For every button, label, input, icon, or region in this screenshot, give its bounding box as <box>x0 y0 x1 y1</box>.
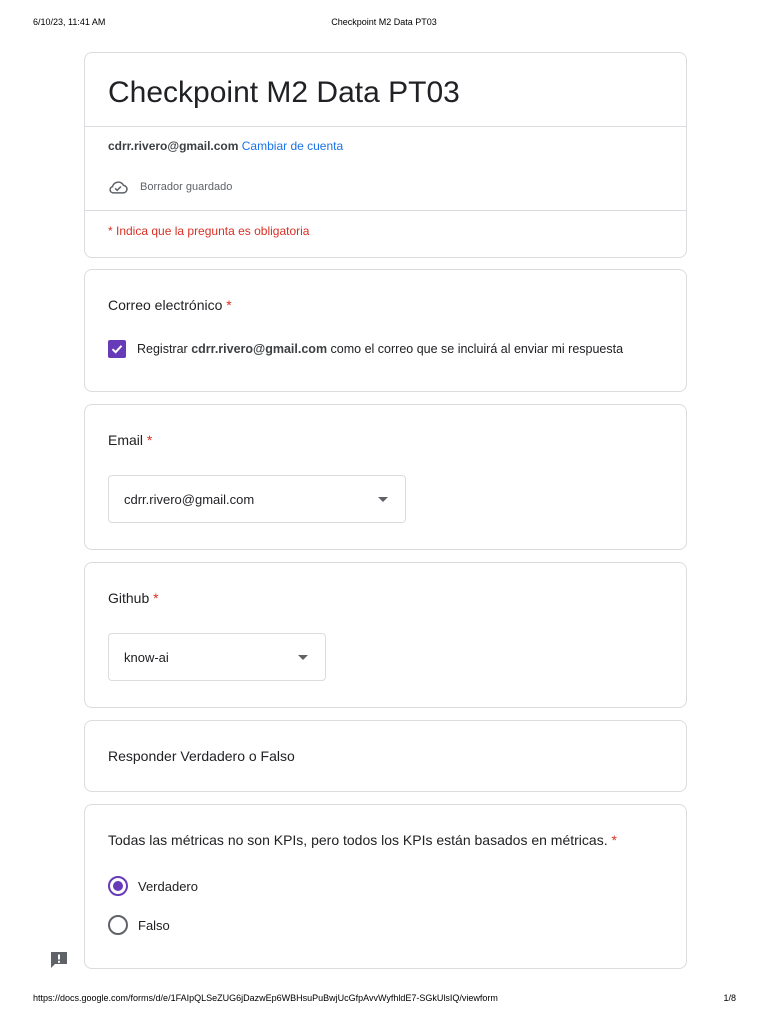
account-email: cdrr.rivero@gmail.com <box>108 139 239 153</box>
print-datetime: 6/10/23, 11:41 AM <box>33 17 106 27</box>
radio-label: Falso <box>138 917 170 933</box>
question-card-kpis <box>84 804 687 969</box>
switch-account-link[interactable]: Cambiar de cuenta <box>241 139 344 153</box>
github-dropdown-value: know-ai <box>124 649 169 665</box>
draft-status <box>108 179 232 195</box>
print-header <box>0 17 768 31</box>
checkbox-label <box>137 342 623 356</box>
kpis-question-title: Todas las métricas no son KPIs, pero todos los KPIs están basados en métricas. <box>108 832 608 848</box>
required-asterisk: * <box>611 832 617 848</box>
cloud-check-icon <box>108 179 128 195</box>
required-asterisk: * <box>146 432 153 448</box>
email-question-title: Email <box>108 432 144 448</box>
print-url: https://docs.google.com/forms/d/e/1FAIpQLSeZUG6jDazwEp6WBHsuPuBwjUcGfpAvvWyfhldE7-SGkUlsIQ/viewform <box>33 993 498 1003</box>
email-collection-card <box>84 269 687 392</box>
report-problem-button[interactable] <box>49 950 69 970</box>
print-page-number: 1/8 <box>723 993 736 1003</box>
required-divider <box>85 210 686 211</box>
checkbox-label-suffix: como el correo que se incluirá al enviar mi respuesta <box>330 342 624 356</box>
question-title <box>108 590 159 606</box>
question-title <box>108 432 152 448</box>
question-card-email <box>84 404 687 550</box>
account-line <box>108 139 343 153</box>
required-asterisk: * <box>226 297 232 313</box>
question-card-github <box>84 562 687 708</box>
email-collection-title: Correo electrónico <box>108 297 223 313</box>
required-note: * Indica que la pregunta es obligatoria <box>108 224 310 238</box>
radio-button[interactable] <box>108 915 128 935</box>
question-title <box>108 832 617 848</box>
form-title: Checkpoint M2 Data PT03 <box>108 76 460 109</box>
email-dropdown[interactable] <box>108 475 406 523</box>
radio-option-falso[interactable] <box>108 915 170 935</box>
section-header-card <box>84 720 687 792</box>
record-email-checkbox[interactable] <box>108 340 126 358</box>
record-email-checkbox-row[interactable] <box>108 340 623 358</box>
radio-button-checked[interactable] <box>108 876 128 896</box>
report-problem-icon <box>49 950 69 970</box>
form-header-card <box>84 52 687 258</box>
checkbox-label-email: cdrr.rivero@gmail.com <box>191 342 328 356</box>
caret-down-icon <box>298 655 308 660</box>
radio-option-verdadero[interactable] <box>108 876 198 896</box>
checkmark-icon <box>110 342 124 356</box>
github-question-title: Github <box>108 590 150 606</box>
radio-label: Verdadero <box>138 878 198 894</box>
required-asterisk: * <box>153 590 159 606</box>
header-divider <box>85 126 686 127</box>
github-dropdown[interactable] <box>108 633 326 681</box>
question-title <box>108 297 232 313</box>
caret-down-icon <box>378 497 388 502</box>
email-dropdown-value: cdrr.rivero@gmail.com <box>124 491 255 507</box>
print-doc-title: Checkpoint M2 Data PT03 <box>331 17 437 27</box>
draft-status-label: Borrador guardado <box>140 181 233 193</box>
print-footer <box>0 993 768 1007</box>
section-title: Responder Verdadero o Falso <box>108 748 295 764</box>
checkbox-label-prefix: Registrar <box>137 342 188 356</box>
